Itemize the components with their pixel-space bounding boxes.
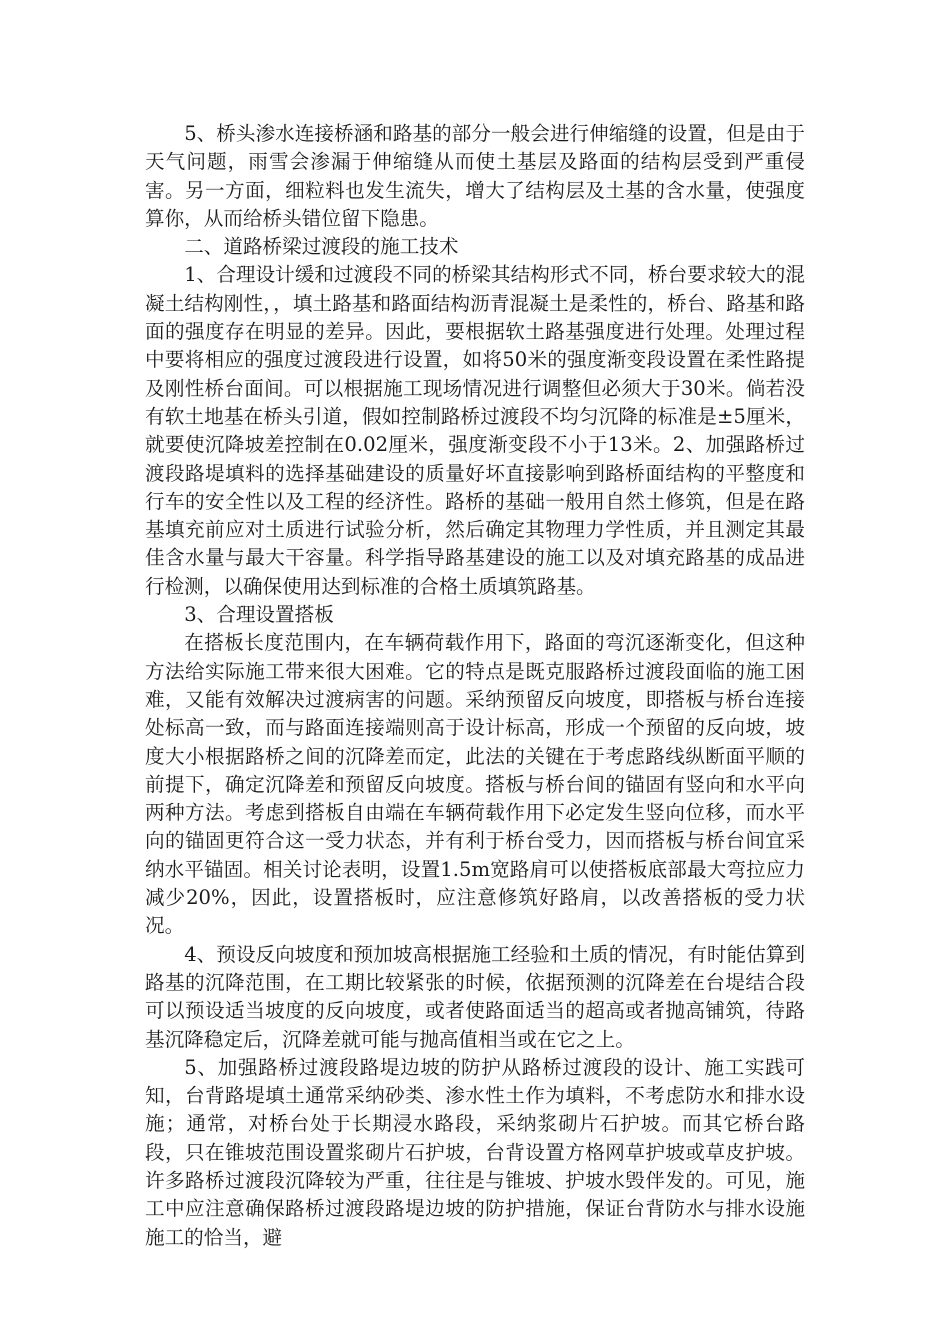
paragraph-bridge-seepage: 5、桥头渗水连接桥涵和路基的部分一般会进行伸缩缝的设置，但是由于天气问题，雨雪会渗漏于伸缩缝从而使土基层及路面的结构层受到严重侵害。另一方面，细粒料也发生流失，增大了结构层及土基的含水量，使强度算你，从而给桥头错位留下隐患。 bbox=[145, 122, 805, 230]
paragraph-slope-protection: 5、加强路桥过渡段路堤边坡的防护从路桥过渡段的设计、施工实践可知，台背路堤填土通常采纳砂类、渗水性土作为填料，不考虑防水和排水设施；通常，对桥台处于长期浸水路段，采纳浆砌片石护坡。而其它桥台路段，只在锥坡范围设置浆砌片石护坡，台背设置方格网草护坡或草皮护坡。许多路桥过渡段沉降较为严重，往往是与锥坡、护坡水毁伴发的。可见，施工中应注意确保路桥过渡段路堤边坡的防护措施，保证台背防水与排水设施施工的恰当，避 bbox=[145, 1055, 805, 1249]
section-heading-construction-technique: 二、道路桥梁过渡段的施工技术 bbox=[184, 235, 459, 259]
subheading-approach-slab: 3、合理设置搭板 bbox=[184, 603, 334, 627]
paragraph-approach-slab: 在搭板长度范围内，在车辆荷载作用下，路面的弯沉逐渐变化，但这种方法给实际施工带来很大困难。它的特点是既克服路桥过渡段面临的施工困难，又能有效解决过渡病害的问题。采纳预留反向坡度，即搭板与桥台连接处标高一致，而与路面连接端则高于设计标高，形成一个预留的反向坡，坡度大小根据路桥之间的沉降差而定，此法的关键在于考虑路线纵断面平顺的前提下，确定沉降差和预留反向坡度。搭板与桥台间的锚固有竖向和水平向两种方法。考虑到搭板自由端在车辆荷载作用下必定发生竖向位移，而水平向的锚固更符合这一受力状态，并有利于桥台受力，因而搭板与桥台间宜采纳水平锚固。相关讨论表明，设置1.5m宽路肩可以使搭板底部最大弯拉应力减少20%，因此，设置搭板时，应注意修筑好路肩，以改善搭板的受力状况。 bbox=[145, 631, 805, 938]
document-body bbox=[145, 120, 805, 1252]
paragraph-transition-design: 1、合理设计缓和过渡段不同的桥梁其结构形式不同，桥台要求较大的混凝土结构刚性，，填土路基和路面结构沥青混凝土是柔性的，桥台、路基和路面的强度存在明显的差异。因此，要根据软土路基强度进行处理。处理过程中要将相应的强度过渡段进行设置，如将50米的强度渐变段设置在柔性路提及刚性桥台面间。可以根据施工现场情况进行调整但必须大于30米。倘若没有软土地基在桥头引道，假如控制路桥过渡段不均匀沉降的标准是±5厘米，就要使沉降坡差控制在0.02厘米，强度渐变段不小于13米。2、加强路桥过渡段路堤填料的选择基础建设的质量好坏直接影响到路桥面结构的平整度和行车的安全性以及工程的经济性。路桥的基础一般用自然土修筑，但是在路基填充前应对土质进行试验分析，然后确定其物理力学性质，并且测定其最佳含水量与最大干容量。科学指导路基建设的施工以及对填充路基的成品进行检测，以确保使用达到标准的合格土质填筑路基。 bbox=[145, 263, 805, 598]
paragraph-reverse-slope: 4、预设反向坡度和预加坡高根据施工经验和土质的情况，有时能估算到路基的沉降范围，在工期比较紧张的时候，依据预测的沉降差在台堤结合段可以预设适当坡度的反向坡度，或者使路面适当的超高或者抛高铺筑，待路基沉降稳定后，沉降差就可能与抛高值相当或在它之上。 bbox=[145, 942, 805, 1051]
